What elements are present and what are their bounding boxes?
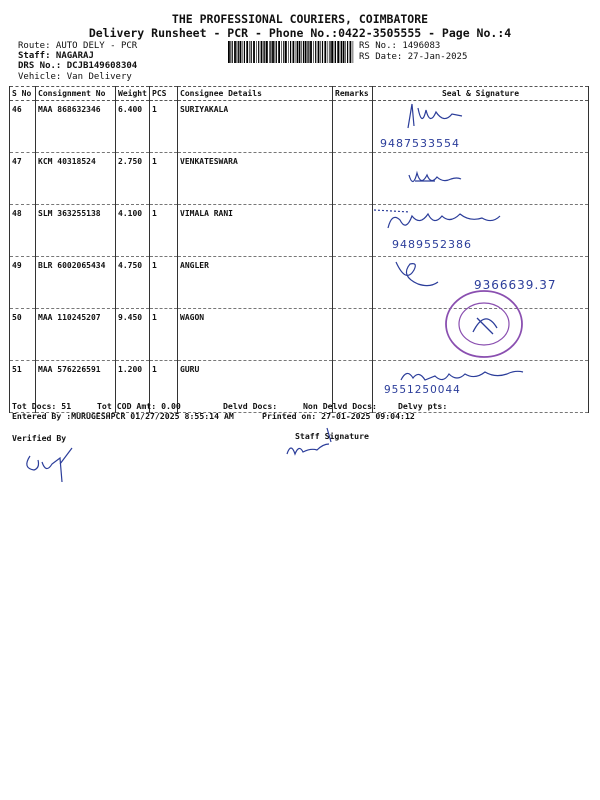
col-consignee: Consignee Details <box>178 87 333 101</box>
col-pcs: PCS <box>150 87 178 101</box>
verified-by-label: Verified By <box>12 433 67 443</box>
col-consignment: Consignment No <box>36 87 116 101</box>
cell-consignment: MAA 576226591 <box>36 361 116 413</box>
handwritten-phone-row49: 9366639.37 <box>474 278 557 292</box>
cell-weight: 9.450 <box>116 309 150 361</box>
staff-signature-mark <box>283 420 353 466</box>
cell-consignee: GURU <box>178 361 333 413</box>
cell-weight: 6.400 <box>116 101 150 153</box>
handwritten-phone-row51: 9551250044 <box>384 384 461 396</box>
barcode-image <box>228 41 354 63</box>
cell-weight: 4.750 <box>116 257 150 309</box>
staff-signature-label: Staff Signature <box>295 431 369 441</box>
cell-consignee: ANGLER <box>178 257 333 309</box>
runsheet-subtitle: Delivery Runsheet - PCR - Phone No.:0422-3505555 - Page No.:4 <box>88 26 512 40</box>
signature-row47 <box>405 165 465 193</box>
cell-pcs: 1 <box>150 205 178 257</box>
delivery-points: Delvy pts: <box>398 401 448 411</box>
cell-sno: 50 <box>10 309 36 361</box>
cell-consignment: SLM 363255138 <box>36 205 116 257</box>
table-row <box>10 101 589 153</box>
cell-sno: 51 <box>10 361 36 413</box>
cell-consignment: MAA 110245207 <box>36 309 116 361</box>
cell-remarks <box>333 309 373 361</box>
cell-consignment: BLR 6002065434 <box>36 257 116 309</box>
cell-remarks <box>333 205 373 257</box>
cell-consignee: VIMALA RANI <box>178 205 333 257</box>
cell-consignee: SURIYAKALA <box>178 101 333 153</box>
cell-pcs: 1 <box>150 257 178 309</box>
cell-remarks <box>333 101 373 153</box>
delivered-docs: Delvd Docs: <box>223 401 278 411</box>
company-title: THE PROFESSIONAL COURIERS, COIMBATORE <box>171 12 429 26</box>
rs-date: RS Date: 27-Jan-2025 <box>359 52 468 62</box>
vehicle-label: Vehicle: Van Delivery <box>18 72 132 82</box>
cell-consignment: KCM 40318524 <box>36 153 116 205</box>
verified-by-signature <box>20 442 90 486</box>
cell-remarks <box>333 153 373 205</box>
signature-row48 <box>370 198 530 238</box>
cell-consignee: WAGON <box>178 309 333 361</box>
col-remarks: Remarks <box>333 87 373 101</box>
signature-row46 <box>400 98 470 138</box>
drs-number: DRS No.: DCJB149608304 <box>18 61 138 71</box>
cell-sno: 49 <box>10 257 36 309</box>
table-header-row <box>10 87 589 101</box>
cell-consignee: VENKATESWARA <box>178 153 333 205</box>
staff-label: Staff: NAGARAJ <box>18 51 94 61</box>
printed-on: Printed on: 27-01-2025 09:04:12 <box>262 411 415 421</box>
cell-pcs: 1 <box>150 309 178 361</box>
handwritten-phone-row48: 9489552386 <box>392 238 472 251</box>
non-delivered-docs: Non Delvd Docs: <box>303 401 377 411</box>
cell-sno: 47 <box>10 153 36 205</box>
table-row <box>10 153 589 205</box>
total-docs: Tot Docs: 51 <box>12 401 72 411</box>
cell-weight: 1.200 <box>116 361 150 413</box>
col-weight: Weight <box>116 87 150 101</box>
col-seal-signature: Seal & Signature <box>373 87 589 101</box>
handwritten-phone-row46: 9487533554 <box>380 137 460 150</box>
rs-number: RS No.: 1496083 <box>359 41 441 51</box>
cell-pcs: 1 <box>150 153 178 205</box>
total-cod-amount: Tot COD Amt: 0.00 <box>97 401 181 411</box>
cell-weight: 2.750 <box>116 153 150 205</box>
cell-sno: 46 <box>10 101 36 153</box>
cell-weight: 4.100 <box>116 205 150 257</box>
cell-consignment: MAA 868632346 <box>36 101 116 153</box>
cell-remarks <box>333 257 373 309</box>
col-sno: S No <box>10 87 36 101</box>
company-seal-stamp <box>443 288 525 360</box>
cell-sno: 48 <box>10 205 36 257</box>
route-label: Route: AUTO DELY - PCR <box>18 41 138 51</box>
cell-pcs: 1 <box>150 361 178 413</box>
cell-pcs: 1 <box>150 101 178 153</box>
entered-by: Entered By :MURUGESHPCR 01/27/2025 8:55:14 AM <box>12 411 234 421</box>
